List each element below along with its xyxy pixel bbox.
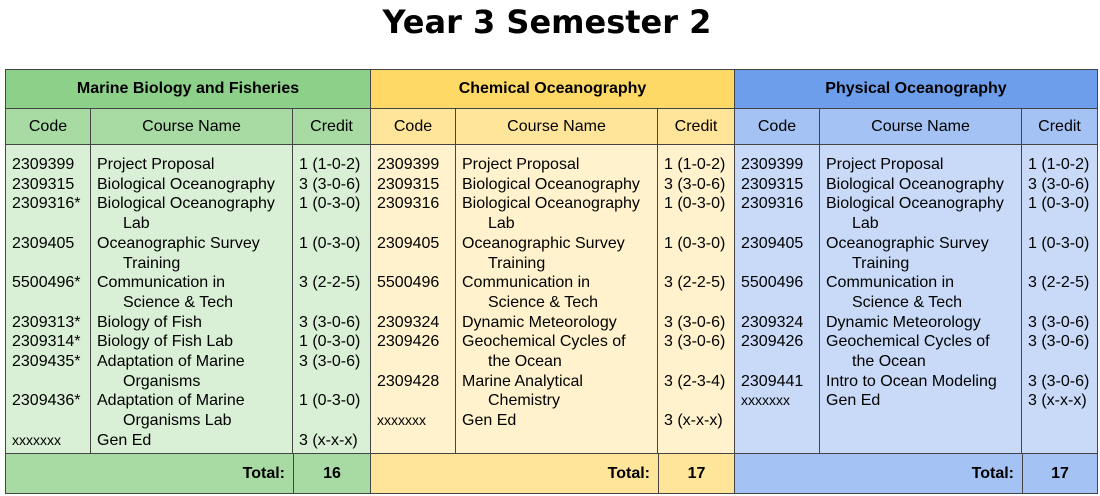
course-name-continuation: Training: [123, 254, 181, 272]
course-name: [826, 194, 1021, 233]
code-column-header: Code: [757, 117, 797, 135]
course-name-line: Intro to Ocean Modeling: [826, 372, 997, 390]
course-name-line: Gen Ed: [826, 392, 881, 410]
course-name-continuation: Lab: [852, 215, 879, 233]
code-column: [735, 145, 819, 453]
code-column: [6, 145, 90, 453]
course-name: [826, 313, 1021, 333]
course-credit: 3 (2-3-4): [664, 372, 726, 390]
code-column: [371, 145, 455, 453]
code-column-header: Code: [393, 117, 433, 135]
program-header: Chemical Oceanography: [371, 70, 734, 109]
course-name: [462, 372, 657, 411]
course-credit: 3 (3-0-6): [1028, 372, 1090, 390]
course-name-line: Biological Oceanography: [826, 175, 1004, 193]
credit-column: [1021, 145, 1097, 453]
course-name-line: Geochemical Cycles of: [826, 333, 990, 351]
course-list: [735, 145, 1097, 454]
course-code: 2309316: [741, 195, 804, 213]
course-credit: 1 (1-0-2): [664, 156, 726, 173]
credit-column-header: Credit: [1021, 109, 1097, 144]
course-code: 2309314*: [12, 333, 81, 351]
course-credit: 3 (3-0-6): [1028, 313, 1090, 331]
course-code: 5500496: [377, 274, 440, 292]
total-label: Total:: [735, 454, 1022, 493]
total-row: [6, 454, 370, 493]
course-name: [97, 155, 292, 175]
course-name-continuation: the Ocean: [852, 352, 926, 370]
course-credit: 3 (3-0-6): [664, 333, 726, 351]
course-list: [371, 145, 734, 454]
column-header-row: [371, 109, 734, 145]
course-code: 2309315: [377, 175, 440, 193]
course-name-continuation: Lab: [488, 215, 515, 233]
course-name: [826, 372, 1021, 392]
course-name-continuation: Training: [488, 254, 546, 272]
course-name-continuation: Science & Tech: [123, 293, 233, 311]
course-code: 2309399: [741, 156, 804, 173]
course-credit: 3 (3-0-6): [299, 313, 361, 331]
course-name-line: Gen Ed: [97, 431, 152, 449]
course-name: [826, 155, 1021, 175]
course-name-line: Communication in: [97, 274, 226, 292]
course-name-line: Dynamic Meteorology: [462, 313, 617, 331]
course-name-column-header: Course Name: [819, 109, 1021, 144]
course-name-line: Oceanographic Survey: [97, 234, 260, 252]
course-credit: 3 (x-x-x): [1028, 392, 1087, 410]
course-name-continuation: Training: [852, 254, 910, 272]
course-name-line: Communication in: [462, 274, 591, 292]
program-column: [734, 70, 1097, 493]
course-code: 2309426: [377, 333, 440, 351]
course-name-line: Biological Oceanography: [97, 175, 275, 193]
course-name-line: Biological Oceanography: [97, 195, 275, 213]
course-credit: 3 (2-2-5): [664, 274, 726, 292]
program-column: [370, 70, 734, 493]
course-name: [462, 273, 657, 312]
course-credit: 3 (3-0-6): [299, 352, 361, 370]
course-name: [826, 332, 1021, 371]
course-name-line: Gen Ed: [462, 412, 517, 430]
course-credit: 1 (1-0-2): [299, 156, 361, 173]
course-name-continuation: Organisms: [123, 372, 201, 390]
course-code: xxxxxxx: [12, 431, 61, 448]
course-name: [462, 234, 657, 273]
column-header-row: [6, 109, 370, 145]
credit-column-header: Credit: [292, 109, 370, 144]
total-credits: 17: [1022, 454, 1097, 493]
course-name: [97, 431, 292, 451]
course-name: [462, 175, 657, 195]
course-name-line: Biological Oceanography: [462, 175, 640, 193]
course-credit: 3 (3-0-6): [664, 175, 726, 193]
course-code: 2309405: [741, 234, 804, 252]
course-code: 2309399: [377, 156, 440, 173]
credit-column: [657, 145, 734, 453]
course-name-line: Project Proposal: [97, 156, 215, 173]
course-name-column-header: Course Name: [455, 109, 657, 144]
course-name-line: Project Proposal: [826, 156, 944, 173]
course-credit: 3 (3-0-6): [1028, 333, 1090, 351]
course-credit: 1 (0-3-0): [1028, 234, 1090, 252]
course-name-continuation: Chemistry: [488, 392, 561, 410]
course-code: 2309441: [741, 372, 804, 390]
course-name: [97, 175, 292, 195]
course-name: [826, 234, 1021, 273]
course-name-continuation: Science & Tech: [852, 293, 962, 311]
course-name: [97, 391, 292, 430]
course-name: [826, 175, 1021, 195]
course-name: [462, 194, 657, 233]
course-name-line: Biological Oceanography: [462, 195, 640, 213]
course-name-line: Biology of Fish: [97, 313, 202, 331]
course-name-continuation: the Ocean: [488, 352, 562, 370]
course-code: 2309405: [377, 234, 440, 252]
program-column: [6, 70, 370, 493]
course-name-line: Marine Analytical: [462, 372, 583, 390]
course-code: 2309324: [377, 313, 440, 331]
course-credit: 1 (0-3-0): [299, 234, 361, 252]
total-credits: 16: [293, 454, 370, 493]
course-name-line: Adaptation of Marine: [97, 352, 245, 370]
course-name: [97, 332, 292, 352]
course-name: [462, 313, 657, 333]
course-name: [97, 273, 292, 312]
course-code: 2309426: [741, 333, 804, 351]
course-code: 2309436*: [12, 392, 81, 410]
course-credit: 1 (0-3-0): [299, 392, 361, 410]
course-code: 2309316*: [12, 195, 81, 213]
course-credit: 3 (3-0-6): [299, 175, 361, 193]
course-name: [462, 411, 657, 431]
course-name-continuation: Organisms Lab: [123, 412, 232, 430]
course-name-line: Project Proposal: [462, 156, 580, 173]
course-name-column: [455, 145, 657, 453]
course-name-line: Geochemical Cycles of: [462, 333, 626, 351]
course-name-column-header: Course Name: [90, 109, 292, 144]
total-label: Total:: [371, 454, 658, 493]
course-name-line: Biology of Fish Lab: [97, 333, 234, 351]
course-code: 2309315: [12, 175, 75, 193]
course-name-line: Oceanographic Survey: [462, 234, 625, 252]
course-name-line: Biological Oceanography: [826, 195, 1004, 213]
total-label: Total:: [6, 454, 293, 493]
course-credit: 1 (1-0-2): [1028, 156, 1090, 173]
course-name: [826, 391, 1021, 411]
program-header: Marine Biology and Fisheries: [6, 70, 370, 109]
code-column-header: Code: [28, 117, 68, 135]
course-credit: 1 (0-3-0): [664, 195, 726, 213]
total-row: [735, 454, 1097, 493]
course-credit: 1 (0-3-0): [664, 234, 726, 252]
course-name-continuation: Lab: [123, 215, 150, 233]
column-header-row: [735, 109, 1097, 145]
course-name: [462, 155, 657, 175]
course-name-continuation: Science & Tech: [488, 293, 598, 311]
course-credit: 3 (2-2-5): [299, 274, 361, 292]
course-code: 2309313*: [12, 313, 81, 331]
course-code: xxxxxxx: [377, 412, 426, 429]
credit-column-header: Credit: [657, 109, 734, 144]
course-name-column: [819, 145, 1021, 453]
course-credit: 3 (x-x-x): [664, 412, 723, 430]
program-header: Physical Oceanography: [735, 70, 1097, 109]
course-code: 5500496: [741, 274, 804, 292]
course-credit: 3 (3-0-6): [1028, 175, 1090, 193]
credit-column: [292, 145, 370, 453]
course-credit: 3 (x-x-x): [299, 431, 358, 449]
course-code: 2309435*: [12, 352, 81, 370]
course-code: 5500496*: [12, 274, 81, 292]
course-code: 2309315: [741, 175, 804, 193]
total-row: [371, 454, 734, 493]
course-name: [97, 234, 292, 273]
course-name-line: Adaptation of Marine: [97, 392, 245, 410]
course-credit: 1 (0-3-0): [299, 333, 361, 351]
course-name: [826, 273, 1021, 312]
course-name-line: Oceanographic Survey: [826, 234, 989, 252]
course-code: 2309316: [377, 195, 440, 213]
course-credit: 1 (0-3-0): [1028, 195, 1090, 213]
course-list: [6, 145, 370, 454]
course-name: [462, 332, 657, 371]
total-credits: 17: [658, 454, 734, 493]
curriculum-table: [5, 69, 1098, 494]
course-code: 2309405: [12, 234, 75, 252]
course-name: [97, 352, 292, 391]
course-code: 2309324: [741, 313, 804, 331]
course-name: [97, 313, 292, 333]
course-name-line: Communication in: [826, 274, 955, 292]
course-code: 2309428: [377, 372, 440, 390]
course-code: xxxxxxx: [741, 392, 790, 409]
course-name: [97, 194, 292, 233]
course-credit: 3 (3-0-6): [664, 313, 726, 331]
page-title: Year 3 Semester 2: [382, 3, 712, 41]
course-code: 2309399: [12, 156, 75, 173]
course-name-line: Dynamic Meteorology: [826, 313, 981, 331]
course-credit: 1 (0-3-0): [299, 195, 361, 213]
course-credit: 3 (2-2-5): [1028, 274, 1090, 292]
course-name-column: [90, 145, 292, 453]
